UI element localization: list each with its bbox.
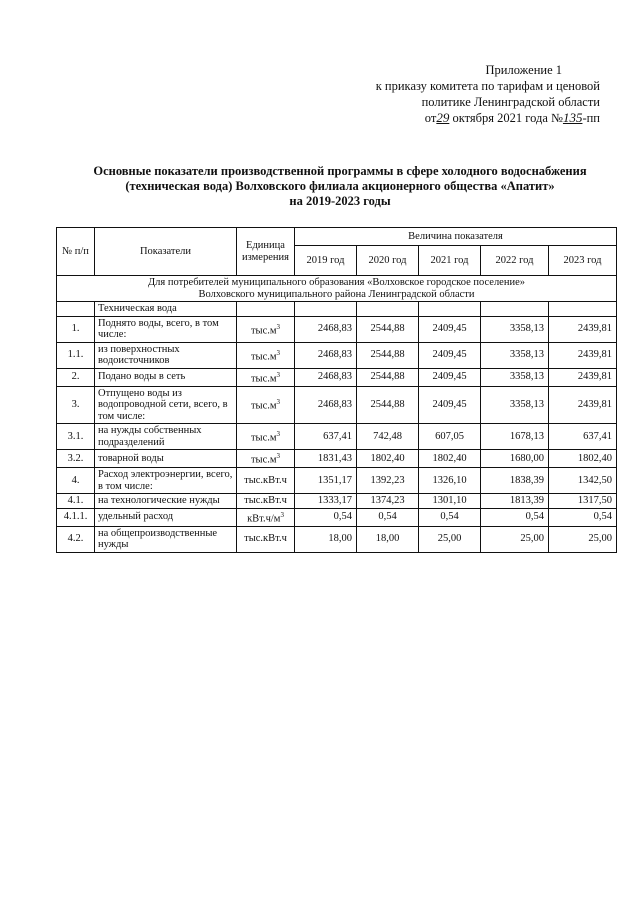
- table-row: [57, 386, 617, 424]
- document-title: [60, 164, 620, 209]
- row-num: 1.1.: [57, 342, 95, 368]
- header-values-group: Величина показателя: [295, 228, 617, 246]
- row-value-2023: 1342,50: [549, 468, 617, 494]
- row-value-2020: 2544,88: [357, 368, 419, 386]
- row-num: 4.2.: [57, 526, 95, 552]
- annex-line-date: [360, 110, 600, 126]
- row-value-2021: 2409,45: [419, 386, 481, 424]
- header-year-2020: 2020 год: [357, 246, 419, 276]
- row-unit: [237, 494, 295, 509]
- row-value-2019: 1333,17: [295, 494, 357, 509]
- header-indicator: Показатели: [95, 228, 237, 276]
- row-num: 4.1.: [57, 494, 95, 509]
- table-row: [57, 316, 617, 342]
- row-indicator: на технологические нужды: [95, 494, 237, 509]
- row-unit-superscript: 3: [280, 510, 284, 519]
- section-title: [57, 276, 617, 302]
- row-value-2019: 18,00: [295, 526, 357, 552]
- header-year-2022: 2022 год: [481, 246, 549, 276]
- row-indicator: из поверхностных водоисточников: [95, 342, 237, 368]
- row-num: 3.1.: [57, 424, 95, 450]
- row-value-2023: 0,54: [549, 508, 617, 526]
- table-row: [57, 526, 617, 552]
- row-unit-superscript: 3: [276, 398, 281, 407]
- row-value-2023: 1317,50: [549, 494, 617, 509]
- row-unit-text: тыс.кВт.ч: [244, 533, 287, 545]
- header-year-2021: 2021 год: [419, 246, 481, 276]
- table-row: [57, 508, 617, 526]
- row-value-2022: 3358,13: [481, 386, 549, 424]
- row-num: 2.: [57, 368, 95, 386]
- annex-order-suffix: -пп: [582, 111, 600, 125]
- header-year-2019: 2019 год: [295, 246, 357, 276]
- row-value-2021: 607,05: [419, 424, 481, 450]
- row-value-2022: 3358,13: [481, 342, 549, 368]
- row-value-2021: 25,00: [419, 526, 481, 552]
- row-unit: [237, 316, 295, 342]
- row-unit-text: тыс.м: [250, 325, 277, 336]
- row-value-2020: 1374,23: [357, 494, 419, 509]
- row-num: 3.: [57, 386, 95, 424]
- row-indicator: Поднято воды, всего, в том числе:: [95, 316, 237, 342]
- row-value-2022: 3358,13: [481, 368, 549, 386]
- row-value-2020: 2544,88: [357, 316, 419, 342]
- row-value-2022: 1813,39: [481, 494, 549, 509]
- row-value-2023: 637,41: [549, 424, 617, 450]
- row-unit-text: тыс.м: [250, 351, 277, 362]
- header-unit: Единица измерения: [237, 228, 295, 276]
- row-value-2019: 1351,17: [295, 468, 357, 494]
- row-value-2021: 2409,45: [419, 368, 481, 386]
- row-unit: [237, 424, 295, 450]
- row-value-2022: 1838,39: [481, 468, 549, 494]
- section-title-line-1: Для потребителей муниципального образования «Волховское городское поселение»: [148, 277, 525, 288]
- row-unit: [237, 342, 295, 368]
- row-value-2021: 2409,45: [419, 316, 481, 342]
- row-value-2021: 1802,40: [419, 450, 481, 468]
- row-unit: [237, 508, 295, 526]
- row-value-2021: 1301,10: [419, 494, 481, 509]
- annex-line-order: к приказу комитета по тарифам и ценовой: [375, 79, 600, 93]
- row-unit-superscript: 3: [276, 322, 281, 331]
- row-unit-text: тыс.кВт.ч: [244, 495, 287, 506]
- row-value-2021: 0,54: [419, 508, 481, 526]
- row-value-2022: 1678,13: [481, 424, 549, 450]
- row-value-2020: 1392,23: [357, 468, 419, 494]
- row-value-2020: 18,00: [357, 526, 419, 552]
- row-value-2023: 2439,81: [549, 342, 617, 368]
- annex-block: [360, 62, 600, 126]
- table-row: [57, 368, 617, 386]
- row-value-2021: 1326,10: [419, 468, 481, 494]
- row-value-2020: 742,48: [357, 424, 419, 450]
- row-indicator: удельный расход: [95, 508, 237, 526]
- row-unit-superscript: 3: [276, 430, 281, 438]
- title-line-2: (техническая вода) Волховского филиала акционерного общества «Апатит»: [125, 179, 555, 193]
- row-unit-superscript: 3: [276, 452, 281, 460]
- row-value-2023: 2439,81: [549, 386, 617, 424]
- row-value-2022: 0,54: [481, 508, 549, 526]
- row-unit-text: тыс.м: [250, 432, 277, 444]
- row-unit-superscript: 3: [276, 370, 281, 379]
- header-year-2023: 2023 год: [549, 246, 617, 276]
- annex-date-day: 29: [436, 110, 450, 125]
- table-row: [57, 450, 617, 468]
- row-value-2020: 2544,88: [357, 386, 419, 424]
- row-value-2020: 1802,40: [357, 450, 419, 468]
- row-value-2019: 1831,43: [295, 450, 357, 468]
- annex-order-number: 135: [562, 110, 583, 125]
- row-value-2019: 637,41: [295, 424, 357, 450]
- row-num: 1.: [57, 316, 95, 342]
- row-unit-text: тыс.м: [250, 400, 277, 412]
- row-value-2023: 1802,40: [549, 450, 617, 468]
- row-num: 3.2.: [57, 450, 95, 468]
- row-unit-text: тыс.м: [250, 454, 277, 466]
- subsection-label: Техническая вода: [95, 302, 237, 317]
- row-value-2023: 2439,81: [549, 316, 617, 342]
- row-unit: [237, 468, 295, 494]
- row-value-2019: 0,54: [295, 508, 357, 526]
- row-unit: [237, 450, 295, 468]
- row-indicator: на нужды собственных подразделений: [95, 424, 237, 450]
- row-value-2023: 2439,81: [549, 368, 617, 386]
- row-value-2019: 2468,83: [295, 386, 357, 424]
- row-unit: [237, 368, 295, 386]
- row-unit-text: тыс.м: [250, 373, 277, 384]
- row-value-2021: 2409,45: [419, 342, 481, 368]
- row-unit-text: кВт.ч/м: [247, 513, 281, 524]
- row-value-2020: 2544,88: [357, 342, 419, 368]
- row-value-2019: 2468,83: [295, 368, 357, 386]
- indicators-table: [56, 227, 617, 553]
- row-num: 4.1.1.: [57, 508, 95, 526]
- annex-date-prefix: от: [424, 111, 437, 125]
- table-row: [57, 342, 617, 368]
- annex-title: Приложение 1: [485, 63, 562, 77]
- row-value-2022: 3358,13: [481, 316, 549, 342]
- row-unit-superscript: 3: [276, 348, 281, 357]
- row-indicator: Отпущено воды из водопроводной сети, всего, в том числе:: [95, 386, 237, 424]
- table-row: [57, 494, 617, 509]
- annex-date-middle: октября 2021 года №: [452, 111, 563, 125]
- header-num: № п/п: [57, 228, 95, 276]
- row-value-2019: 2468,83: [295, 342, 357, 368]
- table-row: [57, 468, 617, 494]
- annex-line-committee: политике Ленинградской области: [421, 95, 600, 109]
- title-line-3: на 2019-2023 годы: [289, 194, 391, 208]
- title-line-1: Основные показатели производственной программы в сфере холодного водоснабжения: [93, 164, 587, 178]
- row-value-2022: 25,00: [481, 526, 549, 552]
- row-unit: [237, 386, 295, 424]
- row-value-2022: 1680,00: [481, 450, 549, 468]
- row-num: 4.: [57, 468, 95, 494]
- row-indicator: Подано воды в сеть: [95, 368, 237, 386]
- row-value-2020: 0,54: [357, 508, 419, 526]
- row-value-2023: 25,00: [549, 526, 617, 552]
- row-unit-text: тыс.кВт.ч: [244, 474, 287, 486]
- row-indicator: Расход электроэнергии, всего, в том числе:: [95, 468, 237, 494]
- table-row: [57, 424, 617, 450]
- row-indicator: на общепроизводственные нужды: [95, 526, 237, 552]
- row-indicator: товарной воды: [95, 450, 237, 468]
- row-unit: [237, 526, 295, 552]
- row-value-2019: 2468,83: [295, 316, 357, 342]
- section-title-line-2: Волховского муниципального района Ленинградской области: [198, 288, 475, 300]
